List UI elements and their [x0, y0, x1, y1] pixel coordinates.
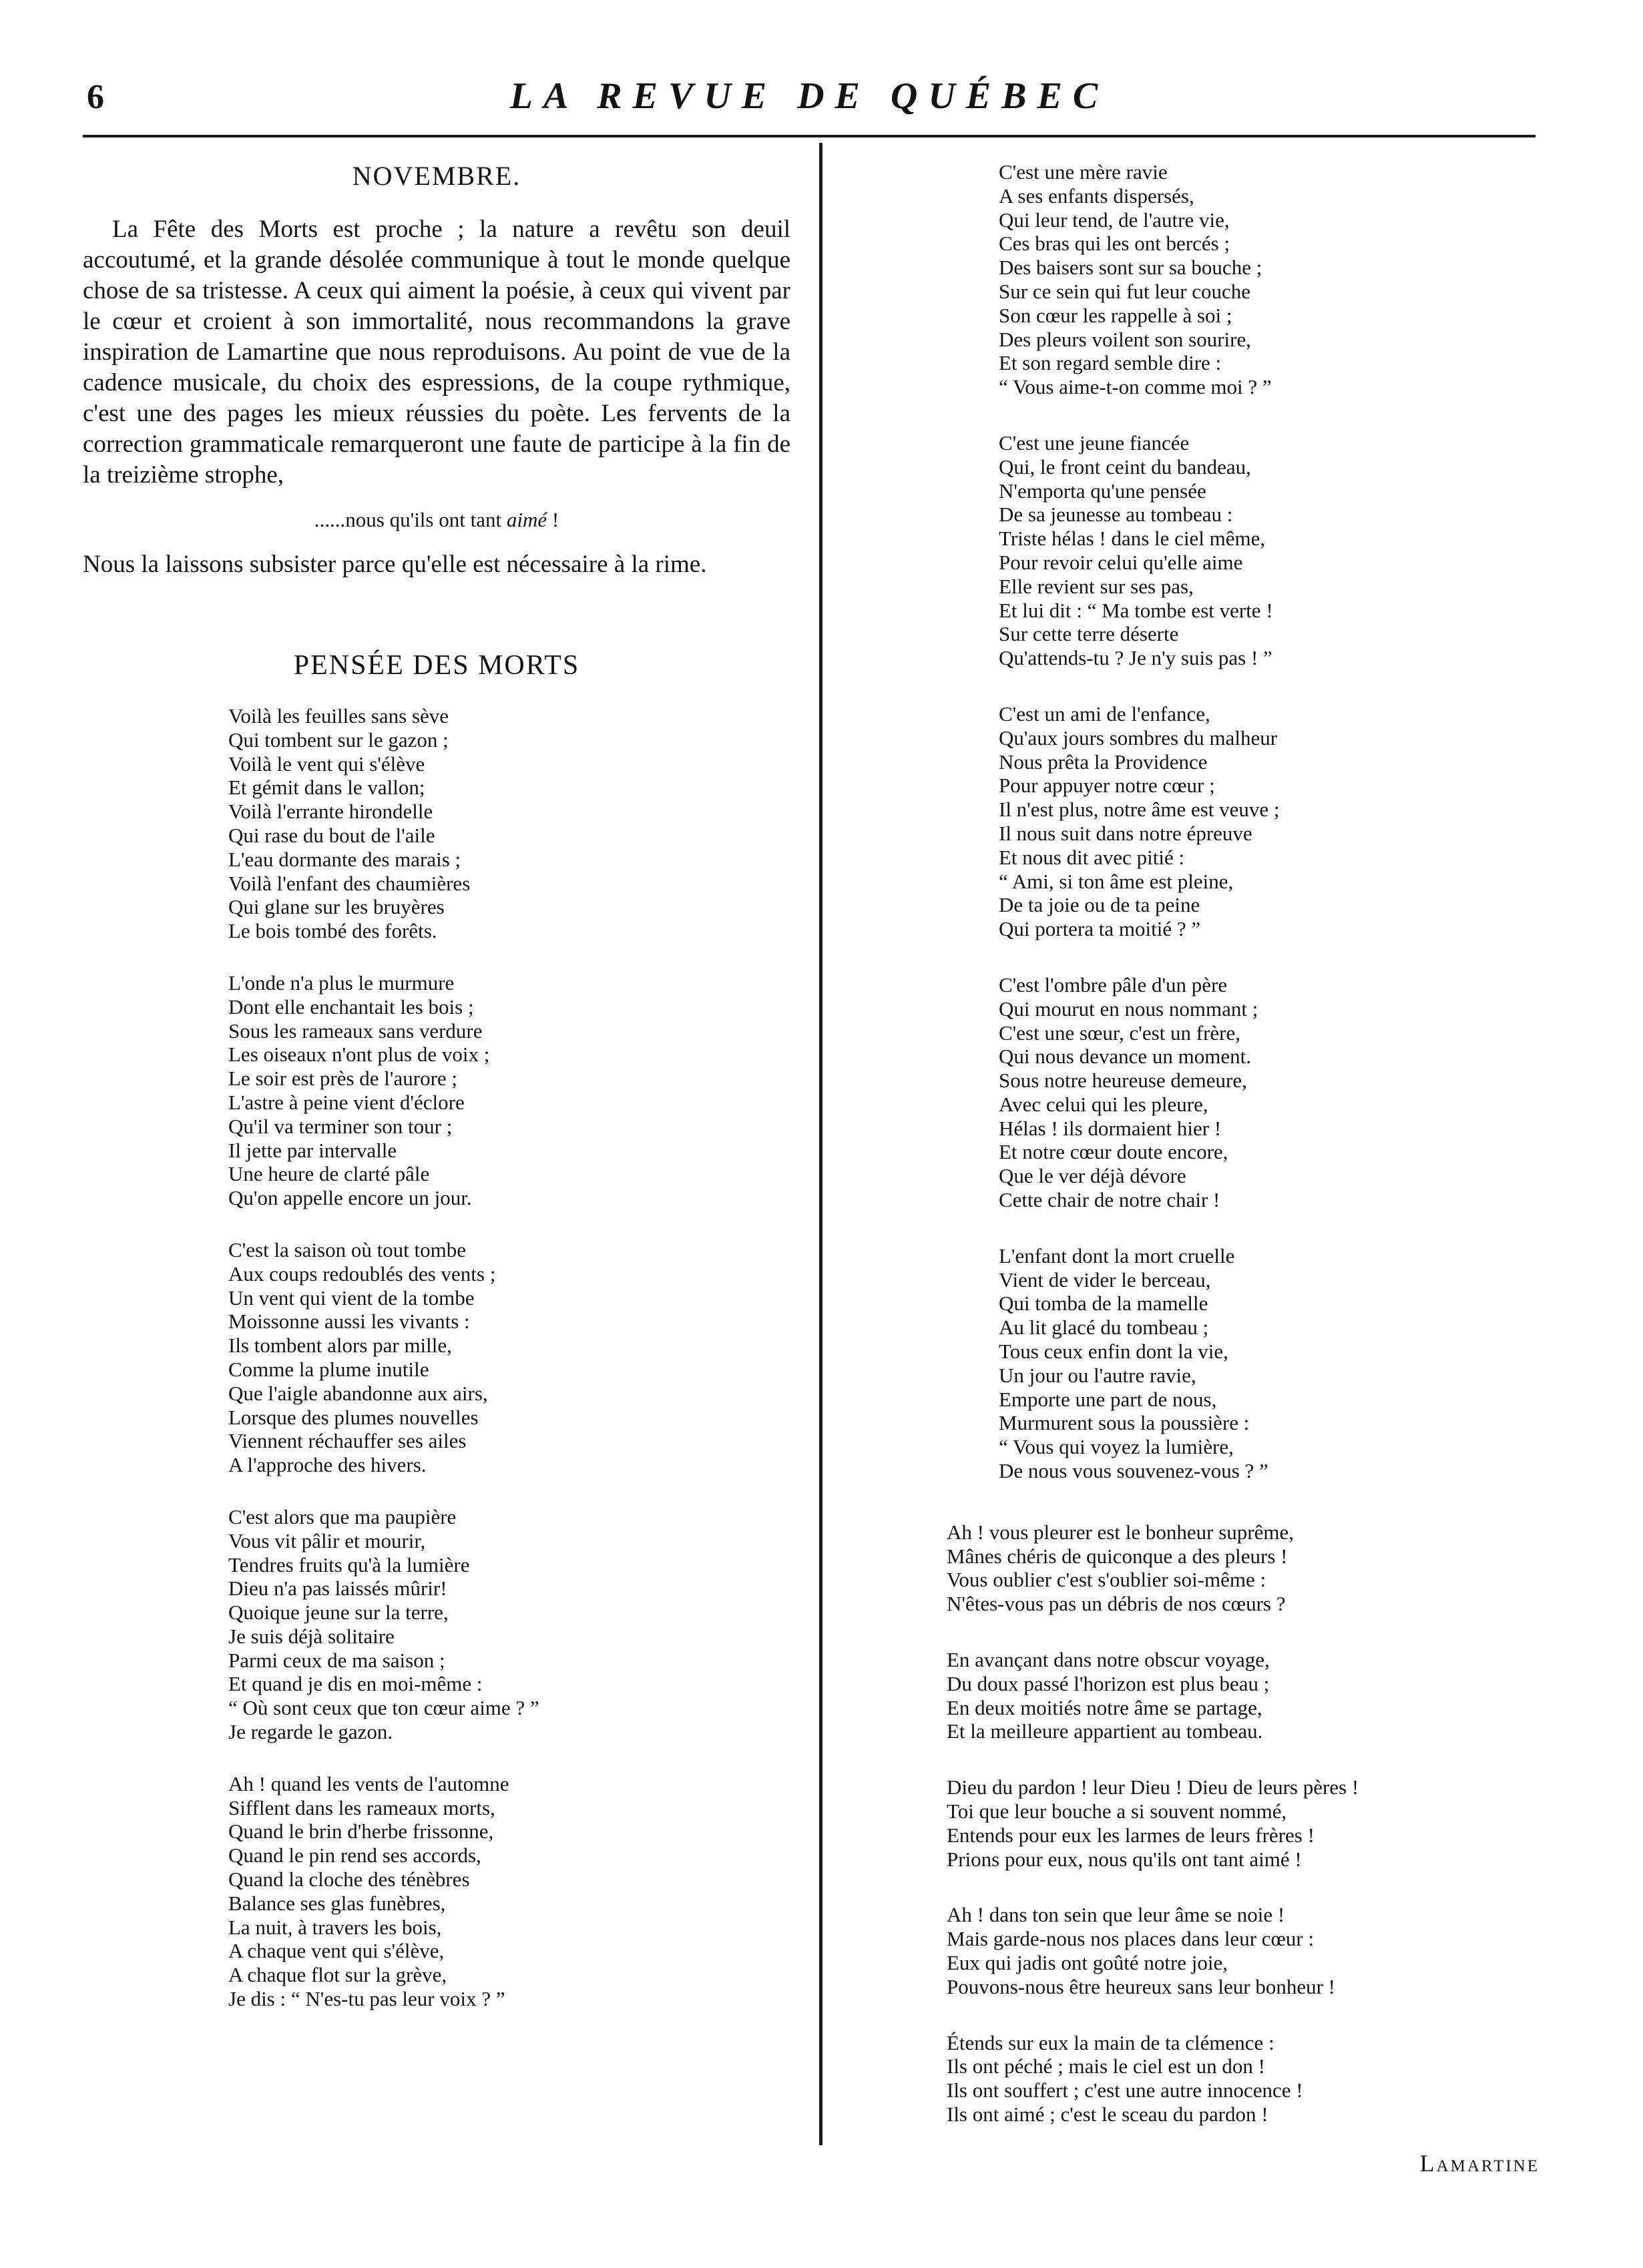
- poem-line: C'est une sœur, c'est un frère,: [999, 1021, 1241, 1045]
- poem-line: Je regarde le gazon.: [228, 1720, 393, 1744]
- poem-line: Qui mourut en nous nommant ;: [999, 997, 1258, 1021]
- poem-line: A ses enfants dispersés,: [999, 184, 1194, 208]
- stanza: [947, 1648, 1560, 1743]
- poem-line: En avançant dans notre obscur voyage,: [947, 1648, 1270, 1672]
- poem-line: Sous les rameaux sans verdure: [228, 1019, 483, 1043]
- poem-line: A chaque flot sur la grève,: [228, 1963, 447, 1987]
- poem-line: En deux moitiés notre âme se partage,: [947, 1695, 1262, 1719]
- column-divider: [819, 143, 823, 2145]
- poem-line: Qu'on appelle encore un jour.: [228, 1186, 472, 1210]
- poem-line: Le bois tombé des forêts.: [228, 919, 437, 943]
- poem-line: Ces bras qui les ont bercés ;: [999, 232, 1230, 256]
- poem-line: Au lit glacé du tombeau ;: [999, 1316, 1209, 1340]
- poem-line: Qu'attends-tu ? Je n'y suis pas ! ”: [999, 646, 1272, 670]
- poem-line: “ Où sont ceux que ton cœur aime ? ”: [228, 1696, 539, 1720]
- poem-line: Je dis : “ N'es-tu pas leur voix ? ”: [228, 1987, 505, 2011]
- left-column: [83, 160, 790, 2011]
- poem-line: Quoique jeune sur la terre,: [228, 1601, 449, 1625]
- poem-line: Dieu du pardon ! leur Dieu ! Dieu de leurs pères !: [947, 1775, 1359, 1799]
- poem-line: Pour revoir celui qu'elle aime: [999, 550, 1243, 574]
- right-column: [852, 160, 1560, 2177]
- poem-line: De nous vous souvenez-vous ? ”: [999, 1459, 1268, 1483]
- poem-line: Qui leur tend, de l'autre vie,: [999, 208, 1230, 232]
- poem-line: Ah ! vous pleurer est le bonheur suprême,: [947, 1520, 1294, 1544]
- poem-line: Ils ont péché ; mais le ciel est un don !: [947, 2054, 1265, 2078]
- poem-line: Murmurent sous la poussière :: [999, 1411, 1250, 1435]
- poem-line: “ Ami, si ton âme est pleine,: [999, 869, 1234, 893]
- publication-title: LA REVUE DE QUÉBEC: [509, 75, 1109, 117]
- poem-line: Comme la plume inutile: [228, 1357, 429, 1381]
- poem-line: Qui tomba de la mamelle: [999, 1292, 1208, 1316]
- poem-line: Ah ! dans ton sein que leur âme se noie !: [947, 1903, 1285, 1927]
- poem-line: Sur ce sein qui fut leur couche: [999, 279, 1251, 303]
- poem-line: C'est l'ombre pâle d'un père: [999, 972, 1228, 997]
- poem-line: Voilà l'enfant des chaumières: [228, 871, 471, 895]
- poem-line: Je suis déjà solitaire: [228, 1624, 395, 1648]
- poem-line: Emporte une part de nous,: [999, 1387, 1217, 1411]
- quote-prefix: ......nous qu'ils ont tant: [314, 508, 507, 531]
- poem-line: Dont elle enchantait les bois ;: [228, 995, 474, 1019]
- poem-line: Quand la cloche des ténèbres: [228, 1868, 470, 1892]
- poem-line: Entends pour eux les larmes de leurs frères !: [947, 1823, 1315, 1847]
- poem-line: Il jette par intervalle: [228, 1138, 397, 1162]
- poem-line: Tous ceux enfin dont la vie,: [999, 1340, 1228, 1364]
- poem-line: De sa jeunesse au tombeau :: [999, 503, 1233, 527]
- poem-line: Qui portera ta moitié ? ”: [999, 917, 1201, 941]
- poem-line: Ah ! quand les vents de l'automne: [228, 1771, 509, 1795]
- poem-line: Et nous dit avec pitié :: [999, 845, 1185, 869]
- poem-line: Sur cette terre déserte: [999, 622, 1179, 646]
- poem-line: C'est une mère ravie: [999, 160, 1168, 184]
- poem-line: De ta joie ou de ta peine: [999, 893, 1200, 917]
- poem-line: A chaque vent qui s'élève,: [228, 1939, 445, 1963]
- poem-line: “ Vous aime-t-on comme moi ? ”: [999, 375, 1272, 399]
- poem-line: Mânes chéris de quiconque a des pleurs !: [947, 1544, 1288, 1568]
- poem-line: Ils ont souffert ; c'est une autre innocence !: [947, 2078, 1303, 2102]
- stanza: [999, 973, 1560, 1212]
- stanza: [947, 2031, 1560, 2127]
- poem-line: Aux coups redoublés des vents ;: [228, 1261, 496, 1286]
- poem-line: Vous vit pâlir et mourir,: [228, 1528, 426, 1552]
- poem-line: Qu'il va terminer son tour ;: [228, 1114, 453, 1138]
- poem-line: Que l'aigle abandonne aux airs,: [228, 1381, 488, 1405]
- poem-line: Un jour ou l'autre ravie,: [999, 1363, 1196, 1387]
- stanza: [228, 704, 790, 943]
- stanza: [999, 1244, 1560, 1483]
- poem-line: Eux qui jadis ont goûté notre joie,: [947, 1951, 1228, 1974]
- poem-line: Voilà le vent qui s'élève: [228, 752, 425, 776]
- poem-line: A l'approche des hivers.: [228, 1453, 427, 1477]
- stanza: [228, 1238, 790, 1477]
- poem-line: “ Vous qui voyez la lumière,: [999, 1435, 1234, 1459]
- poem-line: Moissonne aussi les vivants :: [228, 1310, 470, 1334]
- poem-line: Triste hélas ! dans le ciel même,: [999, 527, 1266, 551]
- poem-line: N'êtes-vous pas un débris de nos cœurs ?: [947, 1592, 1286, 1616]
- poem-stanzas-left: [83, 704, 790, 2011]
- poem-line: La nuit, à travers les bois,: [228, 1915, 442, 1939]
- poem-line: C'est la saison où tout tombe: [228, 1237, 467, 1261]
- stanza: [999, 431, 1560, 670]
- poem-line: Et quand je dis en moi-même :: [228, 1672, 483, 1696]
- poem-title: PENSÉE DES MORTS: [293, 650, 580, 681]
- poem-line: Qui, le front ceint du bandeau,: [999, 455, 1251, 479]
- poem-line: Étends sur eux la main de ta clémence :: [947, 2030, 1274, 2054]
- poem-line: Sous notre heureuse demeure,: [999, 1069, 1247, 1093]
- poem-line: Elle revient sur ses pas,: [999, 574, 1194, 598]
- stanza: [228, 971, 790, 1210]
- poem-line: L'onde n'a plus le murmure: [228, 970, 455, 995]
- poem-line: Qui glane sur les bruyères: [228, 895, 445, 919]
- poem-line: Ils tombent alors par mille,: [228, 1334, 452, 1358]
- stanza: [228, 1505, 790, 1744]
- poem-line: Et notre cœur doute encore,: [999, 1140, 1228, 1164]
- author-signature: Lamartine: [1419, 2149, 1540, 2177]
- stanza: [947, 1775, 1560, 1871]
- poem-line: Des baisers sont sur sa bouche ;: [999, 256, 1262, 280]
- poem-line: Que le ver déjà dévore: [999, 1164, 1186, 1188]
- poem-line: Qui tombent sur le gazon ;: [228, 728, 449, 752]
- poem-line: Balance ses glas funèbres,: [228, 1891, 446, 1915]
- poem-line: Sifflent dans les rameaux morts,: [228, 1795, 495, 1819]
- poem-line: Et lui dit : “ Ma tombe est verte !: [999, 598, 1273, 622]
- stanza: [999, 160, 1560, 399]
- poem-line: Cette chair de notre chair !: [999, 1188, 1220, 1212]
- poem-line: Quand le pin rend ses accords,: [228, 1844, 481, 1868]
- page-number: 6: [87, 78, 104, 116]
- stanza: [999, 702, 1560, 941]
- stanza: [947, 1903, 1560, 1998]
- poem-line: Des pleurs voilent son sourire,: [999, 327, 1251, 351]
- poem-line: Hélas ! ils dormaient hier !: [999, 1116, 1222, 1140]
- poem-line: Nous prêta la Providence: [999, 750, 1208, 774]
- poem-line: Lorsque des plumes nouvelles: [228, 1405, 479, 1429]
- poem-line: Et la meilleure appartient au tombeau.: [947, 1719, 1263, 1743]
- poem-line: C'est un ami de l'enfance,: [999, 701, 1210, 726]
- poem-line: Un vent qui vient de la tombe: [228, 1286, 475, 1310]
- poem-line: Mais garde-nous nos places dans leur cœur :: [947, 1927, 1315, 1951]
- article-note: Nous la laissons subsister parce qu'elle est nécessaire à la rime.: [83, 551, 707, 578]
- poem-line: L'eau dormante des marais ;: [228, 847, 461, 871]
- poem-line: Tendres fruits qu'à la lumière: [228, 1552, 470, 1577]
- poem-line: Les oiseaux n'ont plus de voix ;: [228, 1043, 490, 1067]
- poem-line: Ils ont aimé ; c'est le sceau du pardon !: [947, 2102, 1268, 2126]
- poem-line: Quand le brin d'herbe frissonne,: [228, 1819, 494, 1844]
- poem-stanzas-right: [852, 160, 1560, 1483]
- poem-line: Pour appuyer notre cœur ;: [999, 774, 1215, 798]
- poem-line: N'emporta qu'une pensée: [999, 479, 1206, 503]
- poem-line: Vous oublier c'est s'oublier soi-même :: [947, 1568, 1266, 1592]
- poem-line: Voilà l'errante hirondelle: [228, 800, 433, 824]
- poem-line: Du doux passé l'horizon est plus beau ;: [947, 1671, 1270, 1695]
- page-header: [83, 75, 1536, 135]
- article-title: NOVEMBRE.: [352, 161, 521, 191]
- poem-line: Une heure de clarté pâle: [228, 1162, 430, 1186]
- poem-stanzas-final: [852, 1520, 1560, 2127]
- poem-line: C'est une jeune fiancée: [999, 431, 1190, 455]
- poem-line: Il nous suit dans notre épreuve: [999, 821, 1252, 845]
- quote-suffix: !: [547, 508, 559, 531]
- poem-line: Qu'aux jours sombres du malheur: [999, 726, 1278, 750]
- poem-line: Pouvons-nous être heureux sans leur bonheur !: [947, 1974, 1335, 1998]
- poem-line: Son cœur les rappelle à soi ;: [999, 303, 1232, 327]
- poem-line: Le soir est près de l'aurore ;: [228, 1067, 458, 1091]
- poem-line: Parmi ceux de ma saison ;: [228, 1648, 445, 1672]
- poem-line: Voilà les feuilles sans sève: [228, 704, 449, 728]
- article-intro: La Fête des Morts est proche ; la nature a revêtu son deuil accoutumé, et la grande désolée communique à tout le monde quelque chose de sa tristesse. A ceux qui aiment la poésie, à ceux qui vivent par le cœur et croient à son immortalité, nous recommandons la grave inspiration de Lamartine que nous reproduisons. Au point de vue de la cadence musicale, du choix des espressions, de la coupe rythmique, c'est une des pages les mieux réussies du poète. Les fervents de la correction grammaticale remarqueront une faute de participe à la fin de la treizième strophe,: [83, 216, 790, 489]
- quoted-line: [83, 507, 790, 533]
- poem-line: Toi que leur bouche a si souvent nommé,: [947, 1799, 1287, 1823]
- poem-line: Viennent réchauffer ses ailes: [228, 1429, 467, 1453]
- quote-emphasis: aimé: [506, 508, 547, 531]
- poem-line: C'est alors que ma paupière: [228, 1504, 457, 1528]
- poem-line: Il n'est plus, notre âme est veuve ;: [999, 798, 1280, 822]
- poem-line: Vient de vider le berceau,: [999, 1267, 1211, 1292]
- poem-line: L'enfant dont la mort cruelle: [999, 1243, 1235, 1267]
- poem-line: Qui rase du bout de l'aile: [228, 823, 435, 847]
- stanza: [228, 1772, 790, 2011]
- poem-line: Avec celui qui les pleure,: [999, 1092, 1208, 1116]
- poem-line: Et gémit dans le vallon;: [228, 776, 425, 800]
- stanza: [947, 1520, 1560, 1616]
- poem-line: Dieu n'a pas laissés mûrir!: [228, 1577, 447, 1601]
- poem-line: L'astre à peine vient d'éclore: [228, 1090, 465, 1114]
- poem-line: Qui nous devance un moment.: [999, 1045, 1251, 1069]
- header-rule: [83, 135, 1536, 137]
- poem-line: Prions pour eux, nous qu'ils ont tant aimé !: [947, 1847, 1302, 1871]
- poem-line: Et son regard semble dire :: [999, 351, 1222, 375]
